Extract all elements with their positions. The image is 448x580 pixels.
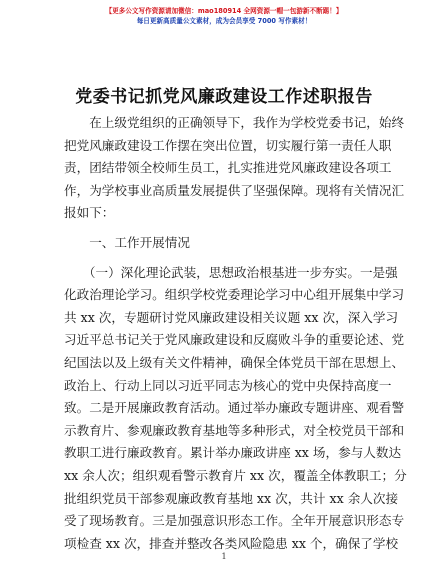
promo-banner-line-2: 每日更新高质量公文素材，成为会员享受 7000 写作素材！ [136,17,312,25]
promo-banner-line-1: 【更多公文写作资源请加微信：mao180914 全网资源一帽一包游新不断踢！】 [105,7,343,15]
body-text-line: 习近平总书记关于党风廉政建设和反腐败斗争的重要论述、党 [64,332,405,348]
body-text-line: 政治上、行动上同以习近平同志为核心的党中央保持高度一 [64,377,392,393]
body-text-line: 致。二是开展廉政教育活动。通过举办廉政专题讲座、观看警 [64,400,405,416]
paragraph-spacer [64,255,386,262]
document-title: 党委书记抓党风廉政建设工作述职报告 [75,87,373,107]
body-text-line: 共 xx 次，专题研讨党风廉政建设相关议题 xx 次，深入学习 [64,309,399,325]
body-text-line: 作，为学校事业高质量发展提供了坚强保障。现将有关情况汇 [64,182,405,198]
body-text-line: 项检查 xx 次，排查并整改各类风险隐患 xx 个，确保了学校 [64,535,399,551]
page-number: 1 [221,552,227,561]
body-text-line: 受了现场教育。三是加强意识形态工作。全年开展意识形态专 [64,513,405,529]
document-body [64,112,407,555]
paragraph-spacer [64,225,386,232]
body-text-line: 一、工作开展情况 [64,234,190,250]
promo-banner [0,6,448,26]
body-text-line: 纪国法以及上级有关文件精神，确保全体党员干部在思想上、 [64,354,405,370]
body-text-line: 在上级党组织的正确领导下，我作为学校党委书记，始终 [64,115,405,130]
body-text-line: 把党风廉政建设工作摆在突出位置，切实履行第一责任人职 [64,137,392,153]
body-text-line: （一）深化理论武装，思想政治根基进一步夯实。一是强 [64,264,398,280]
body-text-line: 责，团结带领全校师生员工，扎实推进党风廉政建设各项工 [64,160,392,176]
body-text-line: 示教育片、参观廉政教育基地等多种形式，对全校党员干部和 [64,422,405,438]
body-text-line: 批组织党员干部参观廉政教育基地 xx 次，共计 xx 余人次接 [64,490,399,506]
body-text-line: 化政治理论学习。组织学校党委理论学习中心组开展集中学习 [64,287,405,303]
body-text-line: 教职工进行廉政教育。累计举办廉政讲座 xx 场，参与人数达 [64,445,402,461]
body-text-line: xx 余人次；组织观看警示教育片 xx 次，覆盖全体教职工；分 [64,467,407,483]
body-text-line: 报如下： [64,205,115,221]
